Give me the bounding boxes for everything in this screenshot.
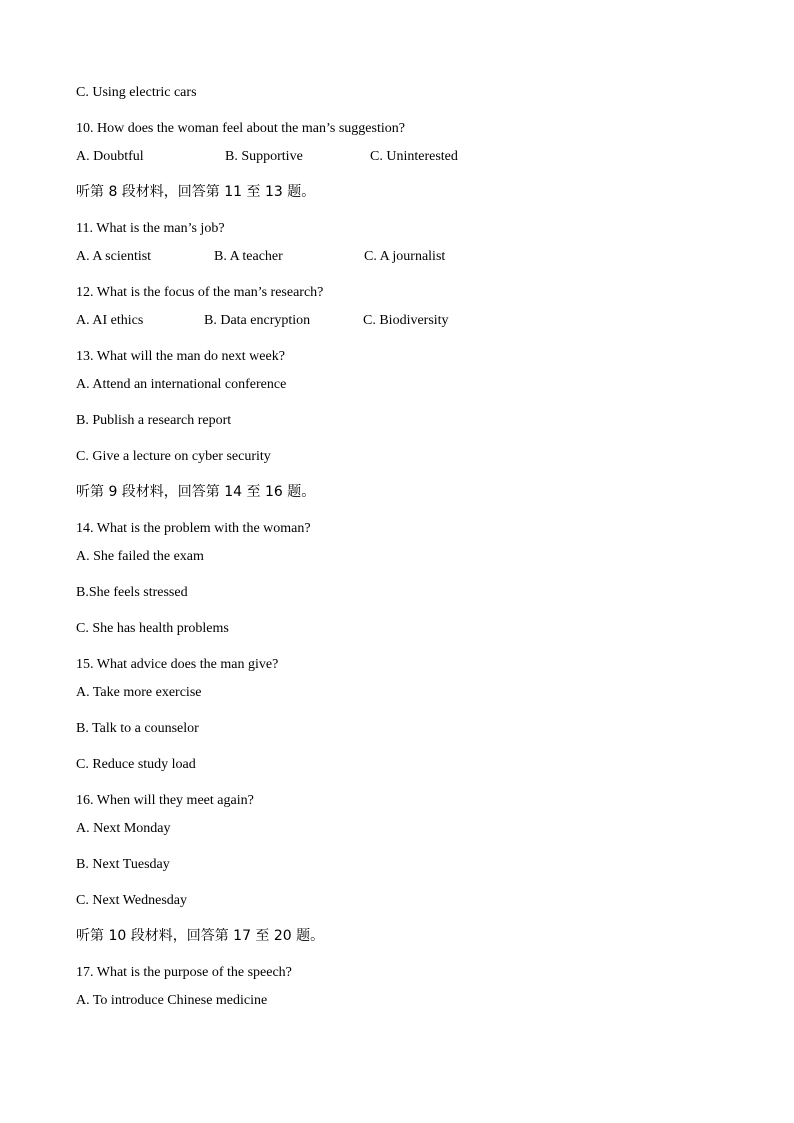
option-16b: B. Next Tuesday [76, 857, 170, 872]
option-11c: C. A journalist [364, 249, 446, 264]
option-11b: B. A teacher [214, 249, 283, 264]
option-10c: C. Uninterested [370, 149, 458, 164]
question-13: 13. What will the man do next week? [76, 349, 285, 364]
question-11: 11. What is the man’s job? [76, 221, 225, 236]
option-13c: C. Give a lecture on cyber security [76, 449, 271, 464]
option-11a: A. A scientist [76, 249, 152, 264]
option-14c: C. She has health problems [76, 621, 229, 636]
question-17: 17. What is the purpose of the speech? [76, 965, 292, 980]
question-16: 16. When will they meet again? [76, 793, 254, 808]
option-14b: B.She feels stressed [76, 585, 188, 600]
option-12b: B. Data encryption [204, 313, 311, 328]
section-9-heading: 听第 9 段材料，回答第 14 至 16 题。 [76, 484, 316, 500]
option-14a: A. She failed the exam [76, 549, 204, 564]
option-16c: C. Next Wednesday [76, 893, 187, 908]
question-10: 10. How does the woman feel about the man’s suggestion? [76, 121, 405, 136]
section-8-heading: 听第 8 段材料，回答第 11 至 13 题。 [76, 184, 316, 200]
option-16a: A. Next Monday [76, 821, 171, 836]
option-10b: B. Supportive [225, 149, 303, 164]
question-12: 12. What is the focus of the man’s research? [76, 285, 324, 300]
option-15b: B. Talk to a counselor [76, 721, 199, 736]
option-12a: A. AI ethics [76, 313, 144, 328]
option-12c: C. Biodiversity [363, 313, 449, 328]
question-14: 14. What is the problem with the woman? [76, 521, 311, 536]
options-10 [76, 148, 716, 166]
option-15c: C. Reduce study load [76, 757, 196, 772]
section-10-heading: 听第 10 段材料，回答第 17 至 20 题。 [76, 928, 325, 944]
options-11 [76, 248, 716, 266]
option-17a: A. To introduce Chinese medicine [76, 993, 268, 1008]
options-12 [76, 312, 716, 330]
option-13a: A. Attend an international conference [76, 377, 287, 392]
option-10a: A. Doubtful [76, 149, 144, 164]
option-13b: B. Publish a research report [76, 413, 232, 428]
option-9c: C. Using electric cars [76, 85, 197, 100]
option-15a: A. Take more exercise [76, 685, 202, 700]
question-15: 15. What advice does the man give? [76, 657, 279, 672]
